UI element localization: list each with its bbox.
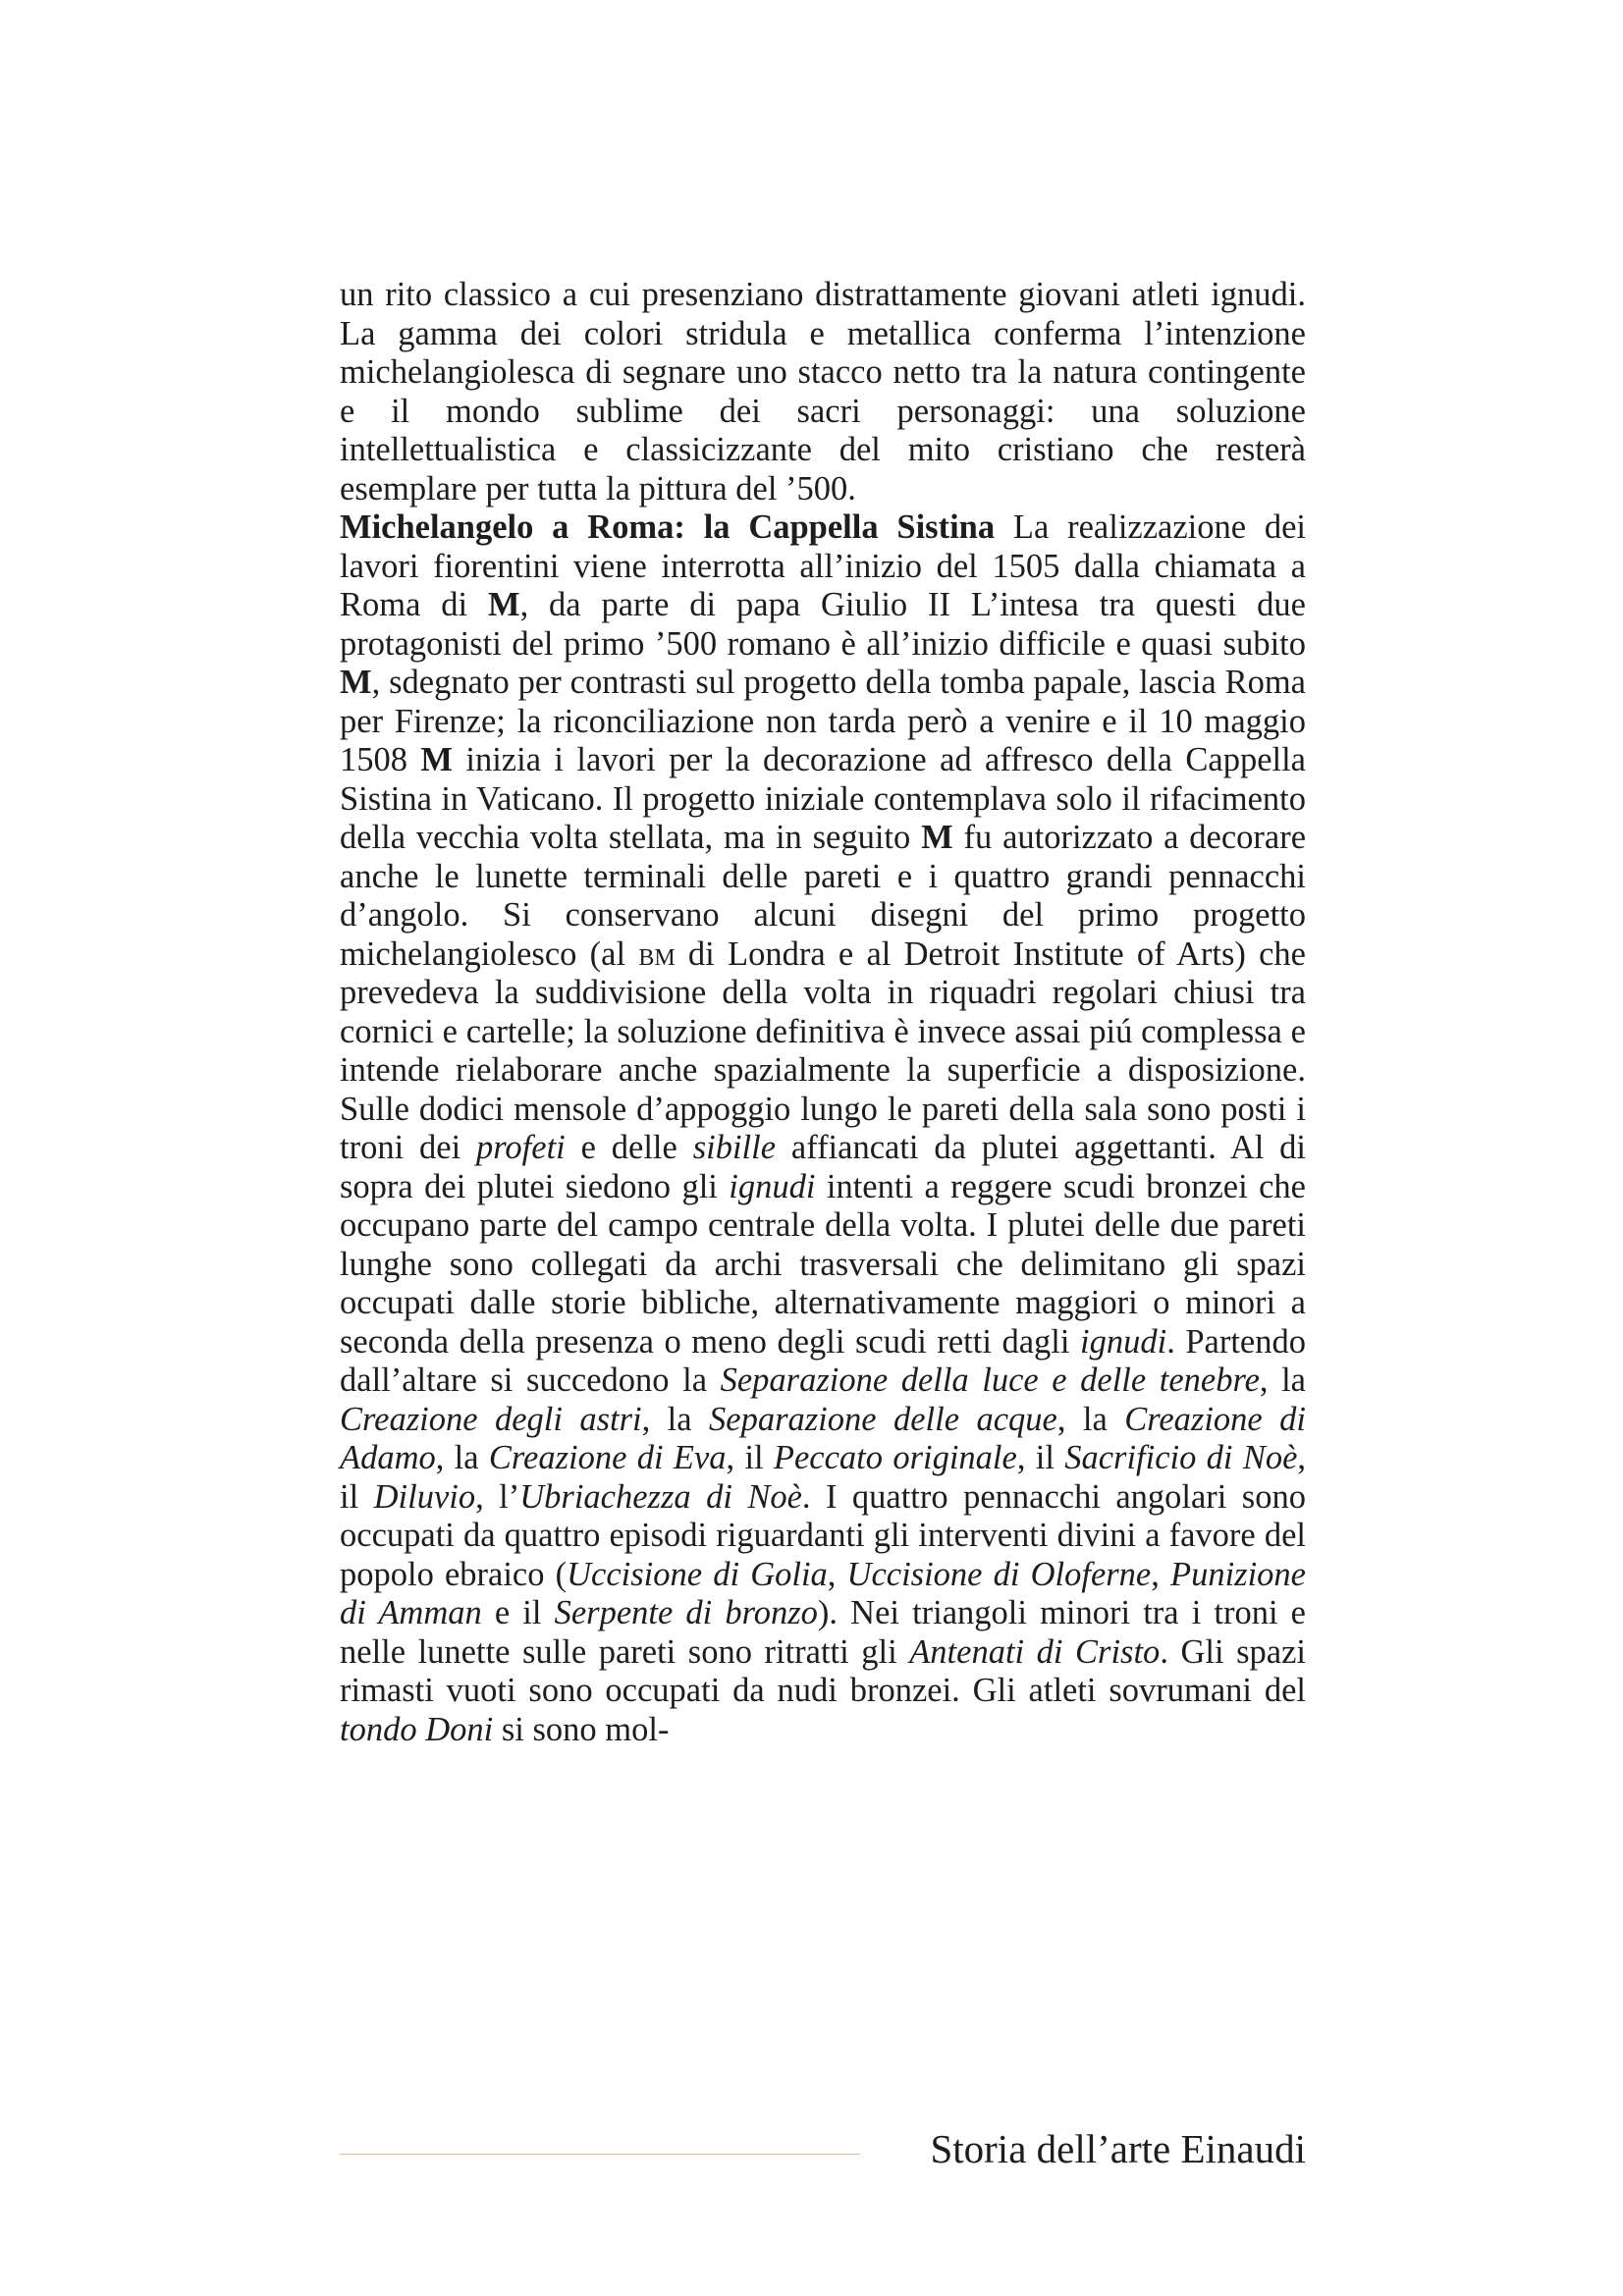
paragraph-text: un rito classico a cui presenziano distrattamente giovani atleti ignudi. La gamma dei colori stridula e metallica conferma l’intenzione michelangiolesca di segnare uno stacco netto tra la natura contingente e il mondo sublime dei sacri personaggi: una soluzione intellettualistica e classicizzante del mito cristiano che resterà esemplare per tutta la pittura del ’500. bbox=[340, 276, 1306, 507]
artwork-title: Serpente di bronzo bbox=[554, 1594, 818, 1631]
text-run: . Gli spazi rimasti vuoti sono occupati da nudi bronzei. Gli atleti sovrumani del bbox=[340, 1632, 1306, 1709]
artwork-title: Diluvio bbox=[373, 1477, 476, 1516]
text-run: affiancati da plutei aggettanti. Al di sopra dei plutei siedono gli bbox=[340, 1129, 1307, 1205]
text-run: , il bbox=[726, 1439, 774, 1476]
text-run: di Londra e al Detroit Institute of Arts) che prevedeva la suddivisione della volta in riquadri regolari chiusi tra cornici e cartelle; la soluzione definitiva è invece assai piú complessa e intende rielaborare anche spazialmente la superficie a disposizione. Sulle dodici mensole d’appoggio lungo le pareti della sala sono posti i troni dei bbox=[340, 934, 1306, 1166]
italic-term: profeti bbox=[476, 1129, 566, 1166]
text-run: . I quattro pennacchi angolari sono occupati da quattro episodi riguardanti gli interventi divini a favore del popolo ebraico ( bbox=[340, 1477, 1306, 1593]
text-run: intenti a reggere scudi bronzei che occupano parte del campo centrale della volta. I plutei delle due pareti lunghe sono collegati da archi trasversali che delimitano gli spazi occupati dalle storie bibliche, alternativamente maggiori o minori a seconda della presenza o meno degli scudi retti dagli bbox=[340, 1167, 1306, 1361]
text-run: , il bbox=[340, 1439, 1307, 1516]
italic-term: ignudi bbox=[729, 1167, 816, 1205]
footer-series-title: Storia dell’arte Einaudi bbox=[930, 2126, 1306, 2171]
text-run: , sdegnato per contrasti sul progetto della tomba papale, lascia Roma per Firenze; la riconciliazione non tarda però a venire e il 10 maggio 1508 bbox=[340, 664, 1306, 778]
italic-term: sibille bbox=[692, 1129, 777, 1166]
text-run: , la bbox=[641, 1400, 709, 1438]
text-run: e delle bbox=[565, 1129, 693, 1166]
author-abbreviation: M bbox=[420, 741, 453, 778]
italic-term: ignudi bbox=[1080, 1322, 1167, 1361]
author-abbreviation: M bbox=[487, 586, 520, 623]
artwork-title: Creazione di Eva bbox=[488, 1439, 727, 1476]
text-run: fu autorizzato a decorare anche le lunette terminali delle pareti e i quattro grandi pennacchi d’angolo. Si conservano alcuni disegni del primo progetto michelangiolesco (al bbox=[340, 819, 1307, 973]
text-run: , bbox=[827, 1555, 847, 1593]
text-run: si sono mol- bbox=[493, 1710, 670, 1748]
artwork-title: Peccato originale bbox=[773, 1439, 1017, 1476]
artwork-title: Separazione della luce e delle tenebre bbox=[720, 1362, 1260, 1399]
artwork-title: Ubriachezza di Noè bbox=[519, 1477, 802, 1516]
text-run: , l’ bbox=[475, 1477, 520, 1516]
section-heading: Michelangelo a Roma: la Cappella Sistina bbox=[340, 508, 996, 546]
author-abbreviation: M bbox=[921, 819, 953, 856]
text-run: , bbox=[1151, 1555, 1171, 1593]
artwork-title: Creazione di Adamo bbox=[340, 1400, 1306, 1476]
text-run: , il bbox=[1016, 1439, 1065, 1476]
artwork-title: Antenati di Cristo bbox=[909, 1632, 1161, 1671]
text-run: ). Nei triangoli minori tra i troni e nelle lunette sulle pareti sono ritratti gli bbox=[340, 1594, 1306, 1671]
artwork-title: Creazione degli astri bbox=[340, 1400, 642, 1438]
artwork-title: Uccisione di Golia bbox=[567, 1555, 828, 1593]
artwork-title: Uccisione di Oloferne bbox=[846, 1555, 1152, 1593]
artwork-title: Separazione delle acque bbox=[709, 1400, 1057, 1438]
text-run: . Partendo dall’altare si succedono la bbox=[340, 1322, 1306, 1399]
text-run: , la bbox=[435, 1439, 489, 1476]
paragraph-continuation bbox=[340, 276, 1306, 508]
artwork-title: tondo Doni bbox=[340, 1710, 494, 1748]
text-run: , la bbox=[1259, 1362, 1306, 1399]
author-abbreviation: M bbox=[340, 664, 372, 701]
text-run: inizia i lavori per la decorazione ad affresco della Cappella Sistina in Vaticano. Il progetto iniziale contemplava solo il rifacimento della vecchia volta stellata, ma in seguito bbox=[340, 741, 1306, 856]
main-text-column bbox=[340, 276, 1306, 1749]
artwork-title: Sacrificio di Noè bbox=[1064, 1439, 1298, 1476]
artwork-title: Punizione di Amman bbox=[340, 1555, 1306, 1631]
text-run: e il bbox=[481, 1594, 555, 1631]
paragraph-sistina bbox=[340, 508, 1306, 1749]
text-run: , da parte di papa Giulio II L’intesa tra questi due protagonisti del primo ’500 romano è all’inizio difficile e quasi subito bbox=[340, 586, 1306, 663]
text-run: , la bbox=[1056, 1400, 1125, 1438]
text-run: La realizzazione dei lavori fiorentini viene interrotta all’inizio del 1505 dalla chiamata a Roma di bbox=[340, 508, 1307, 623]
footer-rule bbox=[340, 2154, 860, 2155]
museum-abbreviation: bm bbox=[638, 934, 676, 973]
